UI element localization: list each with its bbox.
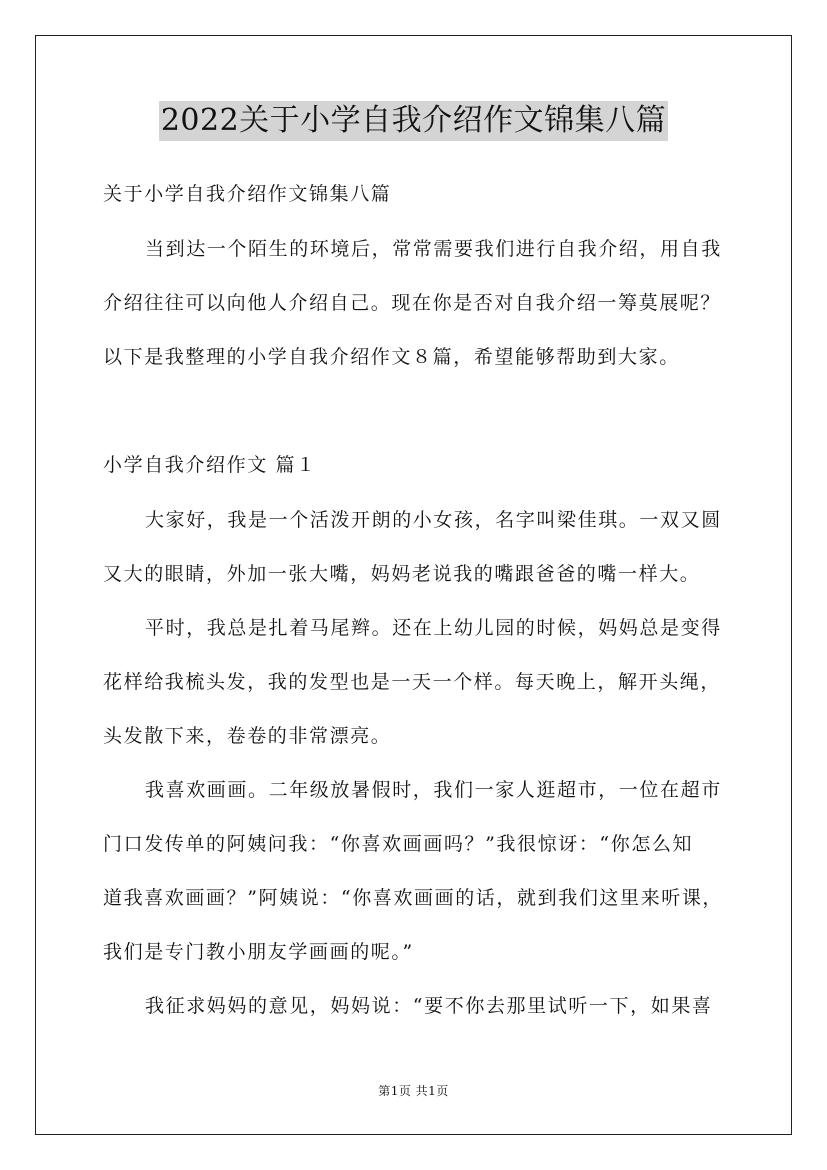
paragraph-1-line-1: 大家好，我是一个活泼开朗的小女孩，名字叫梁佳琪。一双又圆 [145,509,722,531]
intro-line-1: 当到达一个陌生的环境后，常常需要我们进行自我介绍，用自我 [145,238,722,260]
title-container [0,101,827,141]
page-footer: 第1页 共1页 [378,1084,449,1098]
paragraph-3-line-1: 我喜欢画画。二年级放暑假时，我们一家人逛超市，一位在超市 [145,779,722,801]
paragraph-2-line-2: 花样给我梳头发，我的发型也是一天一个样。每天晚上，解开头绳， [103,671,722,693]
document-subtitle: 关于小学自我介绍作文锦集八篇 [103,183,392,205]
intro-line-2: 介绍往往可以向他人介绍自己。现在你是否对自我介绍一筹莫展呢？ [103,292,722,314]
section-heading: 小学自我介绍作文 篇１ [103,454,317,476]
paragraph-3-line-4: 我们是专门教小朋友学画画的呢。” [103,941,414,963]
paragraph-1-line-2: 又大的眼睛，外加一张大嘴，妈妈老说我的嘴跟爸爸的嘴一样大。 [103,563,701,585]
document-title: 2022关于小学自我介绍作文锦集八篇 [159,101,668,141]
paragraph-4-line-1: 我征求妈妈的意见，妈妈说：“要不你去那里试听一下，如果喜 [145,995,713,1017]
paragraph-2-line-3: 头发散下来，卷卷的非常漂亮。 [103,725,392,747]
paragraph-2-line-1: 平时，我总是扎着马尾辫。还在上幼儿园的时候，妈妈总是变得 [145,617,722,639]
paragraph-3-line-2: 门口发传单的阿姨问我：“你喜欢画画吗？”我很惊讶：“你怎么知 [103,833,694,855]
paragraph-3-line-3: 道我喜欢画画？”阿姨说：“你喜欢画画的话，就到我们这里来听课， [103,887,724,909]
intro-line-3: 以下是我整理的小学自我介绍作文８篇，希望能够帮助到大家。 [103,346,680,368]
